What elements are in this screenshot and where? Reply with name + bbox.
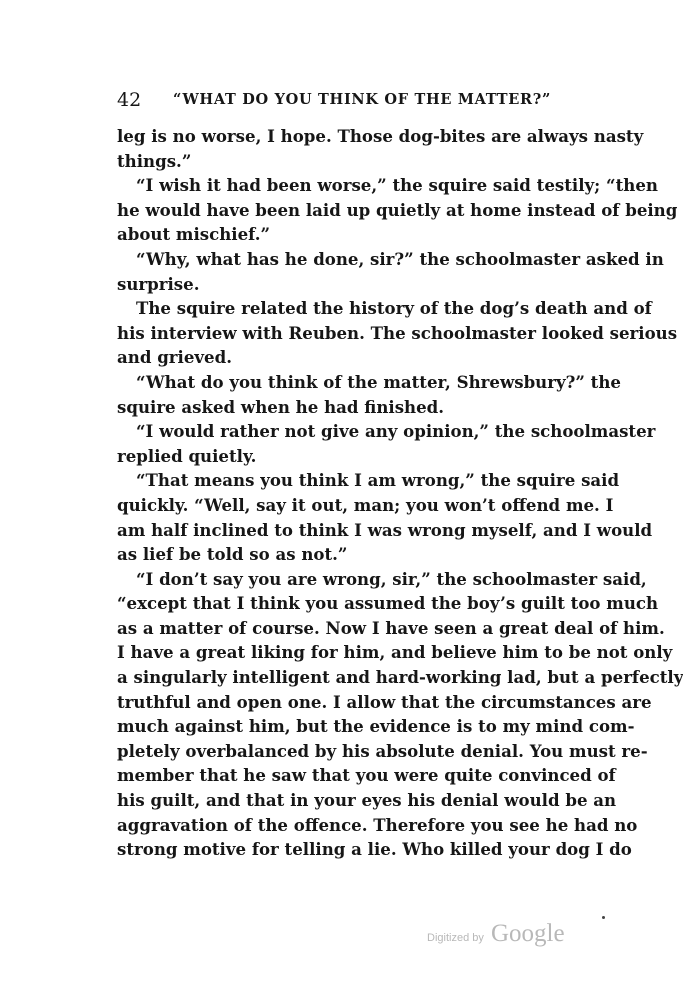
text-line: “except that I think you assumed the boy’s guilt too much	[117, 593, 659, 614]
text-line: am half inclined to think I was wrong myself, and I would	[117, 519, 653, 540]
text-line: and grieved.	[117, 347, 232, 368]
text-line: squire asked when he had finished.	[117, 396, 445, 417]
text-line: as a matter of course. Now I have seen a great deal of him.	[117, 617, 665, 638]
text-line: much against him, but the evidence is to my mind com-	[117, 716, 635, 737]
text-line: things.”	[117, 150, 192, 171]
text-line: quickly. “Well, say it out, man; you won’t offend me. I	[117, 494, 614, 515]
text-line: his interview with Reuben. The schoolmaster looked serious	[117, 322, 678, 343]
text-line: replied quietly.	[117, 445, 257, 466]
text-line: “What do you think of the matter, Shrewsbury?” the	[136, 371, 621, 392]
text-line: his guilt, and that in your eyes his denial would be an	[117, 790, 617, 811]
running-head	[117, 88, 587, 112]
digitized-by-google-watermark	[427, 920, 565, 960]
text-line: a singularly intelligent and hard-working lad, but a perfectly	[117, 667, 683, 688]
text-line: aggravation of the offence. Therefore you see he had no	[117, 814, 638, 835]
text-line: member that he saw that you were quite convinced of	[117, 765, 616, 786]
running-title: “WHAT DO YOU THINK OF THE MATTER?”	[173, 91, 552, 108]
text-line: about mischief.”	[117, 224, 271, 245]
text-line: “I don’t say you are wrong, sir,” the schoolmaster said,	[136, 568, 647, 589]
text-line: surprise.	[117, 273, 200, 294]
scan-speck	[602, 916, 605, 919]
text-line: “That means you think I am wrong,” the squire said	[136, 470, 620, 491]
text-line: pletely overbalanced by his absolute denial. You must re-	[117, 740, 648, 761]
page-number: 42	[117, 89, 142, 111]
text-line: The squire related the history of the dog’s death and of	[136, 298, 652, 319]
text-line: “I wish it had been worse,” the squire said testily; “then	[136, 175, 658, 196]
body-text	[117, 124, 683, 862]
text-line: truthful and open one. I allow that the circumstances are	[117, 691, 652, 712]
text-line: he would have been laid up quietly at home instead of being	[117, 199, 678, 220]
text-line: as lief be told so as not.”	[117, 544, 348, 565]
text-line: leg is no worse, I hope. Those dog-bites are always nasty	[117, 126, 644, 146]
text-line: “I would rather not give any opinion,” the schoolmaster	[136, 421, 656, 442]
text-line: strong motive for telling a lie. Who killed your dog I do	[117, 839, 632, 860]
watermark-prefix: Digitized by	[427, 932, 484, 944]
google-logo: Google	[490, 920, 565, 947]
text-line: “Why, what has he done, sir?” the schoolmaster asked in	[136, 248, 664, 269]
text-line: I have a great liking for him, and believe him to be not only	[117, 642, 673, 663]
